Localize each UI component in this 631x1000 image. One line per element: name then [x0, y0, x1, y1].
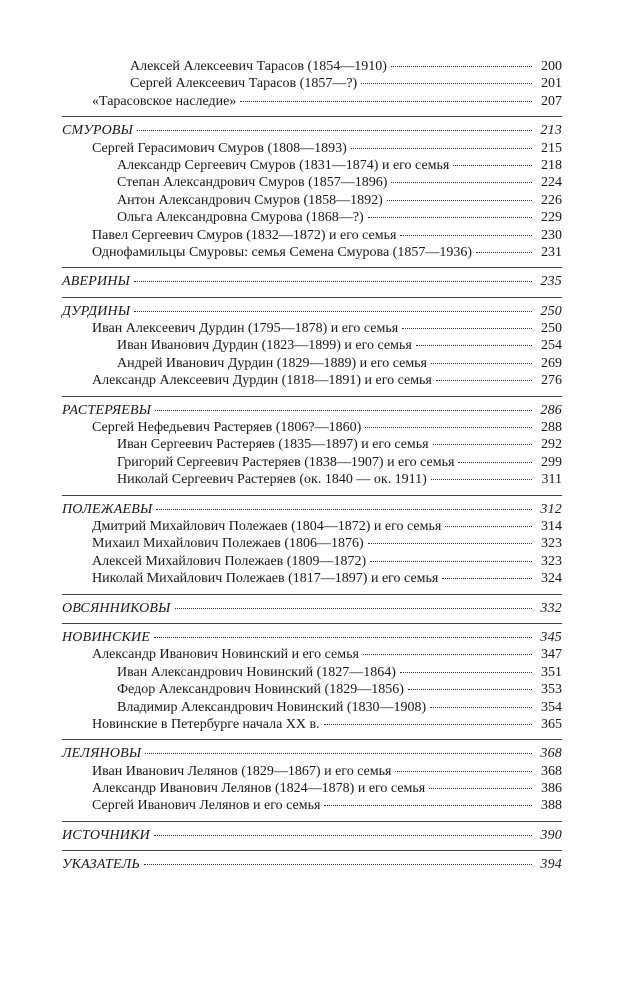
toc-entry: [62, 436, 562, 453]
entry-title: Александр Алексеевич Дурдин (1818—1891) и его семья: [92, 373, 432, 389]
page-number: 201: [541, 76, 562, 92]
toc-entry: [62, 227, 562, 244]
dot-leader: [436, 379, 532, 381]
toc-section-heading: [62, 402, 562, 419]
page-number: 312: [540, 501, 562, 517]
toc-section-heading: [62, 303, 562, 320]
section-title: УКАЗАТЕЛЬ: [62, 857, 140, 873]
dot-leader: [391, 65, 532, 67]
dot-leader: [431, 478, 532, 480]
table-of-contents: [62, 58, 562, 874]
toc-entry: [62, 174, 562, 191]
section-divider: [62, 623, 562, 624]
page-number: 231: [541, 244, 562, 260]
page-number: 292: [541, 437, 562, 453]
toc-entry: [62, 763, 562, 780]
entry-title: Иван Александрович Новинский (1827—1864): [117, 664, 396, 680]
entry-title: Александр Иванович Лелянов (1824—1878) и его семья: [92, 781, 426, 797]
toc-section-heading: [62, 122, 562, 139]
page-number: 347: [541, 647, 562, 663]
entry-title: Андрей Иванович Дурдин (1829—1889) и его семья: [117, 355, 427, 371]
page-number: 276: [541, 373, 562, 389]
entry-title: Новинские в Петербурге начала XX в.: [92, 716, 320, 732]
section-divider: [62, 495, 562, 496]
entry-title: Сергей Иванович Лелянов и его семья: [92, 798, 321, 814]
page-number: 390: [540, 827, 562, 843]
page-number: 386: [541, 781, 562, 797]
page-number: 269: [541, 355, 562, 371]
dot-leader: [370, 560, 532, 562]
section-title: ПОЛЕЖАЕВЫ: [62, 501, 153, 517]
entry-title: Иван Сергеевич Растеряев (1835—1897) и его семья: [117, 437, 429, 453]
page-number: 215: [541, 140, 562, 156]
section-divider: [62, 821, 562, 822]
section-title: ДУРДИНЫ: [62, 303, 131, 319]
entry-title: Иван Иванович Лелянов (1829—1867) и его семья: [92, 763, 392, 779]
dot-leader: [175, 607, 532, 609]
dot-leader: [442, 577, 532, 579]
dot-leader: [154, 834, 532, 836]
toc-section-heading: [62, 745, 562, 762]
page-number: 286: [540, 402, 562, 418]
dot-leader: [402, 327, 532, 329]
entry-title: Дмитрий Михайлович Полежаев (1804—1872) и его семья: [92, 518, 442, 534]
entry-title: Степан Александрович Смуров (1857—1896): [117, 175, 388, 191]
section-title: ОВСЯННИКОВЫ: [62, 600, 171, 616]
dot-leader: [476, 251, 532, 253]
dot-leader: [433, 443, 532, 445]
section-divider: [62, 297, 562, 298]
page-number: 311: [541, 472, 562, 488]
page-number: 229: [541, 210, 562, 226]
page-number: 351: [541, 664, 562, 680]
dot-leader: [429, 787, 532, 789]
entry-title: Иван Алексеевич Дурдин (1795—1878) и его семья: [92, 321, 399, 337]
toc-entry: [62, 553, 562, 570]
dot-leader: [134, 310, 532, 312]
page-number: 323: [541, 536, 562, 552]
page-number: 388: [541, 798, 562, 814]
toc-section-heading: [62, 600, 562, 617]
dot-leader: [137, 129, 532, 131]
toc-entry: [62, 681, 562, 698]
dot-leader: [144, 863, 532, 865]
entry-title: Григорий Сергеевич Растеряев (1838—1907) и его семья: [117, 454, 455, 470]
page-number: 226: [541, 192, 562, 208]
toc-entry: [62, 797, 562, 814]
toc-entry: [62, 192, 562, 209]
entry-title: Николай Михайлович Полежаев (1817—1897) и его семья: [92, 571, 439, 587]
toc-entry: [62, 320, 562, 337]
dot-leader: [400, 234, 532, 236]
toc-entry: [62, 355, 562, 372]
page-number: 213: [540, 123, 562, 139]
toc-entry: [62, 419, 562, 436]
toc-entry: [62, 780, 562, 797]
page-number: 250: [540, 303, 562, 319]
page-number: 345: [540, 629, 562, 645]
dot-leader: [351, 147, 532, 149]
entry-title: Сергей Нефедьевич Растеряев (1806?—1860): [92, 420, 362, 436]
dot-leader: [361, 82, 532, 84]
page-number: 235: [540, 274, 562, 290]
toc-entry: [62, 535, 562, 552]
dot-leader: [368, 542, 532, 544]
page-number: 250: [541, 321, 562, 337]
dot-leader: [156, 508, 532, 510]
page-number: 368: [541, 763, 562, 779]
toc-entry: [62, 471, 562, 488]
entry-title: Павел Сергеевич Смуров (1832—1872) и его семья: [92, 227, 397, 243]
page-number: 288: [541, 420, 562, 436]
section-title: НОВИНСКИЕ: [62, 629, 151, 645]
page-number: 230: [541, 227, 562, 243]
dot-leader: [155, 409, 532, 411]
dot-leader: [458, 461, 532, 463]
toc-entry: [62, 664, 562, 681]
dot-leader: [134, 280, 532, 282]
entry-title: Николай Сергеевич Растеряев (ок. 1840 — ок. 1911): [117, 472, 427, 488]
section-title: РАСТЕРЯЕВЫ: [62, 402, 152, 418]
dot-leader: [395, 770, 532, 772]
toc-entry: [62, 93, 562, 110]
entry-title: Иван Иванович Дурдин (1823—1899) и его семья: [117, 338, 412, 354]
section-divider: [62, 116, 562, 117]
dot-leader: [324, 723, 532, 725]
dot-leader: [408, 688, 532, 690]
dot-leader: [416, 344, 532, 346]
dot-leader: [453, 164, 532, 166]
dot-leader: [431, 362, 532, 364]
section-title: АВЕРИНЫ: [62, 274, 131, 290]
page-number: 365: [541, 716, 562, 732]
dot-leader: [240, 100, 532, 102]
toc-entry: [62, 140, 562, 157]
page-number: 254: [541, 338, 562, 354]
dot-leader: [365, 426, 532, 428]
dot-leader: [430, 706, 532, 708]
toc-section-heading: [62, 501, 562, 518]
entry-title: Алексей Алексеевич Тарасов (1854—1910): [130, 59, 387, 74]
toc-entry: [62, 58, 562, 75]
dot-leader: [400, 671, 532, 673]
toc-entry: [62, 337, 562, 354]
entry-title: Александр Сергеевич Смуров (1831—1874) и его семья: [117, 157, 450, 173]
toc-entry: [62, 244, 562, 261]
entry-title: Антон Александрович Смуров (1858—1892): [117, 192, 383, 208]
entry-title: Федор Александрович Новинский (1829—1856): [117, 682, 404, 698]
entry-title: Однофамильцы Смуровы: семья Семена Смурова (1857—1936): [92, 244, 472, 260]
dot-leader: [445, 525, 532, 527]
toc-entry: [62, 699, 562, 716]
section-divider: [62, 594, 562, 595]
page-number: 299: [541, 454, 562, 470]
entry-title: Владимир Александрович Новинский (1830—1908): [117, 699, 427, 715]
toc-entry: [62, 518, 562, 535]
dot-leader: [368, 216, 532, 218]
entry-title: Сергей Герасимович Смуров (1808—1893): [92, 140, 347, 156]
entry-title: Алексей Михайлович Полежаев (1809—1872): [92, 553, 367, 569]
page-number: 353: [541, 682, 562, 698]
entry-title: Ольга Александровна Смурова (1868—?): [117, 210, 364, 226]
dot-leader: [363, 653, 532, 655]
page-number: 354: [541, 699, 562, 715]
toc-section-heading: [62, 856, 562, 873]
toc-section-heading: [62, 629, 562, 646]
dot-leader: [324, 804, 532, 806]
section-divider: [62, 739, 562, 740]
page-number: 314: [541, 518, 562, 534]
section-title: ЛЕЛЯНОВЫ: [62, 746, 142, 762]
page-number: 368: [540, 746, 562, 762]
page-number: 332: [540, 600, 562, 616]
toc-entry: [62, 716, 562, 733]
dot-leader: [145, 752, 532, 754]
section-title: СМУРОВЫ: [62, 123, 134, 139]
toc-entry: [62, 646, 562, 663]
dot-leader: [391, 181, 532, 183]
entry-title: Александр Иванович Новинский и его семья: [92, 647, 359, 663]
page-number: 200: [541, 59, 562, 74]
toc-entry: [62, 570, 562, 587]
toc-entry: [62, 454, 562, 471]
toc-entry: [62, 209, 562, 226]
page-number: 218: [541, 157, 562, 173]
toc-section-heading: [62, 273, 562, 290]
page-number: 394: [540, 857, 562, 873]
dot-leader: [154, 636, 532, 638]
dot-leader: [387, 199, 532, 201]
section-divider: [62, 396, 562, 397]
page-number: 224: [541, 175, 562, 191]
page-number: 323: [541, 553, 562, 569]
section-divider: [62, 850, 562, 851]
toc-entry: [62, 75, 562, 92]
toc-entry: [62, 157, 562, 174]
toc-entry: [62, 372, 562, 389]
page-number: 207: [541, 93, 562, 109]
entry-title: Сергей Алексеевич Тарасов (1857—?): [130, 76, 358, 92]
toc-section-heading: [62, 827, 562, 844]
entry-title: «Тарасовское наследие»: [92, 93, 237, 109]
section-divider: [62, 267, 562, 268]
page-number: 324: [541, 571, 562, 587]
entry-title: Михаил Михайлович Полежаев (1806—1876): [92, 536, 364, 552]
section-title: ИСТОЧНИКИ: [62, 827, 150, 843]
